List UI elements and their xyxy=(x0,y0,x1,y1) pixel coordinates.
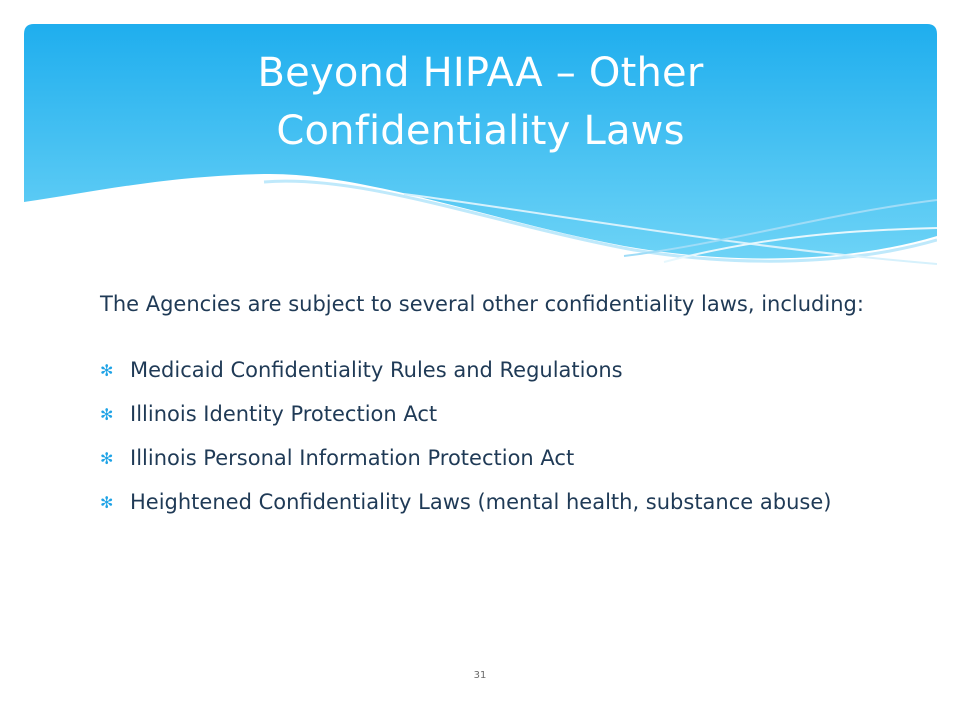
asterisk-bullet-icon: ✻ xyxy=(100,493,114,512)
bullet-item xyxy=(100,354,880,387)
bullet-text: Medicaid Confidentiality Rules and Regulations xyxy=(130,358,623,382)
bullet-text: Heightened Confidentiality Laws (mental health, substance abuse) xyxy=(130,490,832,514)
bullet-text: Illinois Personal Information Protection Act xyxy=(130,446,575,470)
slide-title-line-1: Beyond HIPAA – Other xyxy=(257,50,704,96)
bullet-item xyxy=(100,486,880,519)
slide-body xyxy=(100,288,880,530)
slide-number: 31 xyxy=(473,670,487,681)
bullet-text: Illinois Identity Protection Act xyxy=(130,402,438,426)
slide-title xyxy=(24,44,937,160)
asterisk-bullet-icon: ✻ xyxy=(100,405,114,424)
slide-title-line-2: Confidentiality Laws xyxy=(276,108,685,154)
bullet-item xyxy=(100,398,880,431)
bullet-list xyxy=(100,354,880,519)
asterisk-bullet-icon: ✻ xyxy=(100,449,114,468)
asterisk-bullet-icon: ✻ xyxy=(100,361,114,380)
intro-paragraph: The Agencies are subject to several other confidentiality laws, including: xyxy=(100,292,864,316)
bullet-item xyxy=(100,442,880,475)
